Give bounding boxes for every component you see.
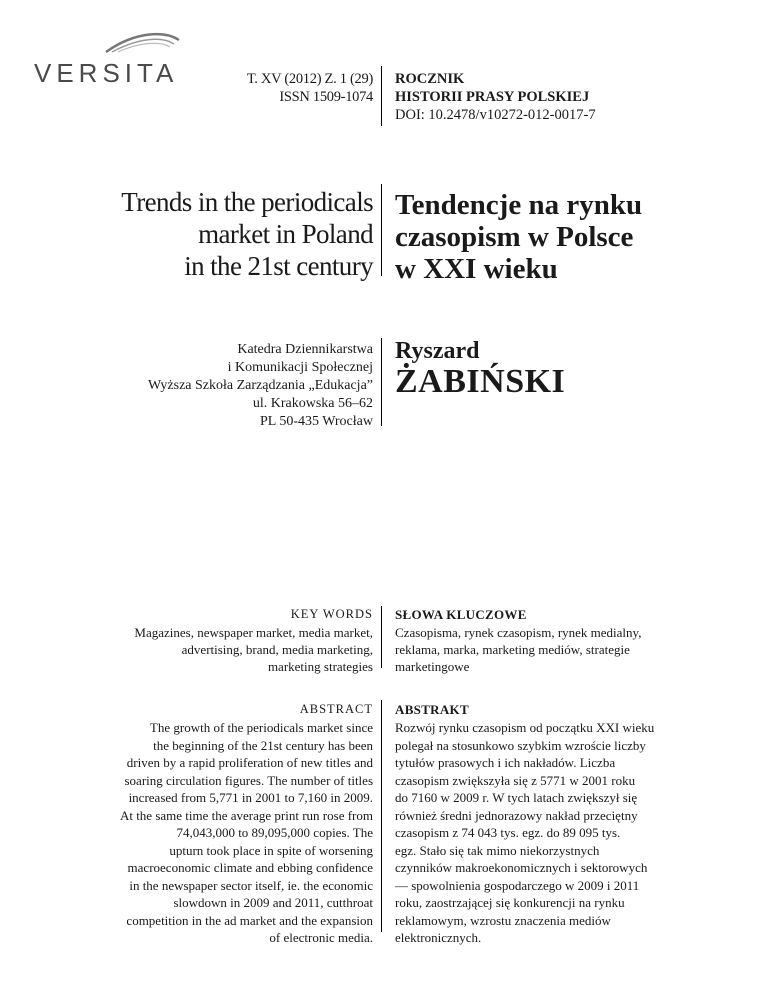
abstract-line: reklamowym, wzrostu znaczenia mediów bbox=[395, 912, 611, 928]
keywords-line: Czasopisma, rynek czasopism, rynek medialny, bbox=[395, 625, 642, 640]
divider-header bbox=[381, 66, 382, 126]
versita-logo bbox=[34, 30, 194, 100]
keywords-heading-pl: SŁOWA KLUCZOWE bbox=[395, 607, 527, 622]
abstract-line: slowdown in 2009 and 2011, cutthroat bbox=[173, 895, 373, 910]
affiliation-line: ul. Krakowska 56–62 bbox=[252, 396, 373, 411]
affiliation-line: Wyższa Szkoła Zarządzania „Edukacja” bbox=[148, 378, 373, 393]
abstract-line: — spowolnienia gospodarczego w 2009 i 2011 bbox=[395, 877, 640, 893]
abstract-line: egz. Stało się tak mimo niekorzystnych bbox=[395, 842, 600, 858]
volume-number: T. XV (2012) Z. 1 (29) bbox=[246, 71, 373, 87]
title-polish bbox=[395, 189, 642, 285]
publisher-name: VERSITA bbox=[34, 58, 179, 88]
abstract-line: czynników makroekonomicznych i sektorowych bbox=[395, 860, 648, 875]
abstract-line: również średni jednorazowy nakład przeciętny bbox=[395, 807, 638, 823]
keywords-heading-en: KEY WORDS bbox=[290, 607, 373, 621]
keywords-line: reklama, marka, marketing mediów, strategie bbox=[395, 642, 630, 657]
keywords-line: marketingowe bbox=[395, 659, 470, 674]
abstract-heading-pl: ABSTRAKT bbox=[395, 702, 469, 717]
doi: DOI: 10.2478/v10272-012-0017-7 bbox=[395, 107, 596, 123]
title-line: market in Poland bbox=[198, 219, 373, 249]
journal-name-line: HISTORII PRASY POLSKIEJ bbox=[395, 89, 590, 105]
volume-info bbox=[247, 70, 373, 106]
abstract-en bbox=[73, 719, 373, 947]
journal-info bbox=[395, 70, 596, 124]
abstract-line: in the newspaper sector itself, ie. the economic bbox=[129, 877, 373, 893]
abstract-line: The growth of the periodicals market since bbox=[149, 720, 373, 735]
abstract-line: do 7160 w 2009 r. W tych latach zwiększył się bbox=[395, 790, 638, 805]
title-line: Trends in the periodicals bbox=[121, 187, 373, 217]
author-last-name: ŻABIŃSKI bbox=[395, 363, 566, 400]
affiliation-line: PL 50-435 Wrocław bbox=[260, 414, 373, 429]
abstract-line: macroeconomic climate and ebbing confidence bbox=[127, 860, 373, 875]
issn: ISSN 1509-1074 bbox=[279, 89, 373, 105]
divider-abstract bbox=[381, 700, 382, 932]
keywords-line: marketing strategies bbox=[267, 659, 373, 674]
abstract-line: At the same time the average print run rose from bbox=[119, 807, 373, 823]
affiliation-line: Katedra Dziennikarstwa bbox=[237, 342, 373, 357]
divider-keywords bbox=[381, 606, 382, 668]
title-line: czasopism w Polsce bbox=[395, 221, 634, 253]
abstract-line: driven by a rapid proliferation of new titles and bbox=[126, 755, 373, 770]
abstract-heading-en: ABSTRACT bbox=[299, 702, 373, 716]
title-english bbox=[121, 186, 373, 282]
journal-name-line: ROCZNIK bbox=[395, 71, 465, 87]
keywords-line: Magazines, newspaper market, media market, bbox=[134, 625, 373, 640]
affiliation-line: i Komunikacji Społecznej bbox=[227, 360, 373, 375]
title-line: w XXI wieku bbox=[395, 253, 558, 285]
abstract-line: soaring circulation figures. The number of titles bbox=[124, 772, 373, 788]
abstract-line: czasopism z 74 043 tys. egz. do 89 095 tys. bbox=[395, 825, 621, 840]
title-line: Tendencje na rynku bbox=[395, 189, 643, 221]
abstract-line: czasopism zwiększyła się z 5771 w 2001 roku bbox=[395, 772, 636, 788]
keywords-en bbox=[134, 624, 373, 675]
abstract-line: competition in the ad market and the expansion bbox=[126, 912, 373, 928]
divider-title bbox=[381, 184, 382, 276]
author-affiliation bbox=[148, 341, 373, 431]
abstract-line: increased from 5,771 in 2001 to 7,160 in 2009. bbox=[128, 790, 373, 805]
keywords-line: advertising, brand, media marketing, bbox=[181, 642, 373, 657]
keywords-pl bbox=[395, 624, 641, 675]
abstract-pl bbox=[395, 719, 695, 947]
abstract-line: of electronic media. bbox=[269, 930, 373, 945]
divider-affiliation bbox=[381, 338, 382, 426]
abstract-line: the beginning of the 21st century has been bbox=[153, 737, 373, 753]
abstract-line: polegał na stosunkowo szybkim wzroście liczby bbox=[395, 737, 646, 753]
abstract-line: 74,043,000 to 89,095,000 copies. The bbox=[176, 825, 373, 840]
title-line: in the 21st century bbox=[184, 251, 373, 281]
abstract-line: elektronicznych. bbox=[395, 930, 482, 945]
author-first-name: Ryszard bbox=[395, 338, 480, 364]
abstract-line: Rozwój rynku czasopism od początku XXI wieku bbox=[395, 720, 655, 735]
abstract-line: upturn took place in spite of worsening bbox=[169, 842, 373, 858]
abstract-line: roku, zaostrzającej się konkurencji na rynku bbox=[395, 895, 625, 910]
abstract-line: tytułów prasowych i ich nakładów. Liczba bbox=[395, 755, 616, 770]
